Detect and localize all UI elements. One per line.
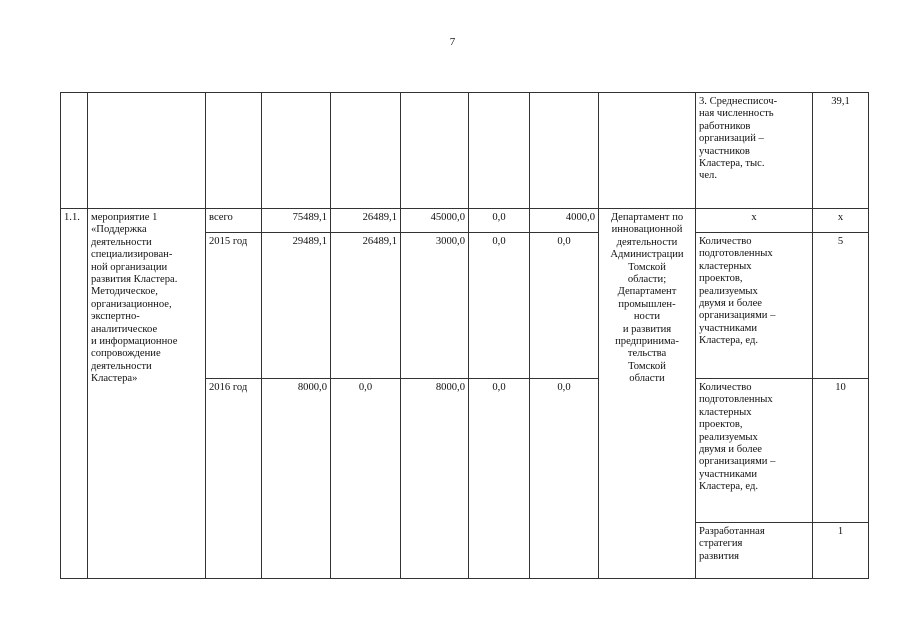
indicator-value: 5	[813, 233, 869, 379]
total-cell: 29489,1	[262, 233, 331, 379]
period-cell: 2016 год	[206, 379, 262, 579]
value-cell: 0,0	[469, 233, 530, 379]
value-cell: 0,0	[469, 379, 530, 579]
cell-v4-empty	[530, 93, 599, 209]
item-name: мероприятие 1 «Поддержка деятельности специализирован- ной организации развития Кластера. Методическое, организационное, экспертно- аналитическое и информационное сопровождение деятельности Кластера»	[88, 209, 206, 579]
cell-v3-empty	[469, 93, 530, 209]
indicator-name: Количество подготовленных кластерных проектов, реализуемых двумя и более организациями – участниками Кластера, ед.	[696, 233, 813, 379]
period-cell: 2015 год	[206, 233, 262, 379]
value-cell: 45000,0	[401, 209, 469, 233]
value-cell: 26489,1	[331, 209, 401, 233]
indicator-value: 10	[813, 379, 869, 523]
value-cell: 0,0	[530, 233, 599, 379]
item-executor: Департамент по инновационной деятельности Администрации Томской области; Департамент промышлен- ности и развития предпринима- тельства Томской области	[599, 209, 696, 579]
value-cell: 0,0	[469, 209, 530, 233]
table-row	[61, 209, 869, 233]
period-cell: всего	[206, 209, 262, 233]
cell-name-empty	[88, 93, 206, 209]
cell-number-empty	[61, 93, 88, 209]
value-cell: 26489,1	[331, 233, 401, 379]
indicator-name: 3. Среднесписоч- ная численность работников организаций – участников Кластера, тыс. чел.	[696, 93, 813, 209]
cell-executor-empty	[599, 93, 696, 209]
cell-v2-empty	[401, 93, 469, 209]
indicator-value: 1	[813, 523, 869, 579]
total-cell: 8000,0	[262, 379, 331, 579]
item-number: 1.1.	[61, 209, 88, 579]
value-cell: 3000,0	[401, 233, 469, 379]
indicator-name: Количество подготовленных кластерных проектов, реализуемых двумя и более организациями – участниками Кластера, ед.	[696, 379, 813, 523]
value-cell: 4000,0	[530, 209, 599, 233]
cell-period-empty	[206, 93, 262, 209]
program-table	[60, 92, 869, 579]
cell-total-empty	[262, 93, 331, 209]
continuation-row	[61, 93, 869, 209]
indicator-value: х	[813, 209, 869, 233]
value-cell: 0,0	[331, 379, 401, 579]
indicator-value: 39,1	[813, 93, 869, 209]
value-cell: 0,0	[530, 379, 599, 579]
cell-v1-empty	[331, 93, 401, 209]
value-cell: 8000,0	[401, 379, 469, 579]
indicator-name: Разработанная стратегия развития	[696, 523, 813, 579]
indicator-name: х	[696, 209, 813, 233]
page-number: 7	[449, 36, 456, 48]
total-cell: 75489,1	[262, 209, 331, 233]
